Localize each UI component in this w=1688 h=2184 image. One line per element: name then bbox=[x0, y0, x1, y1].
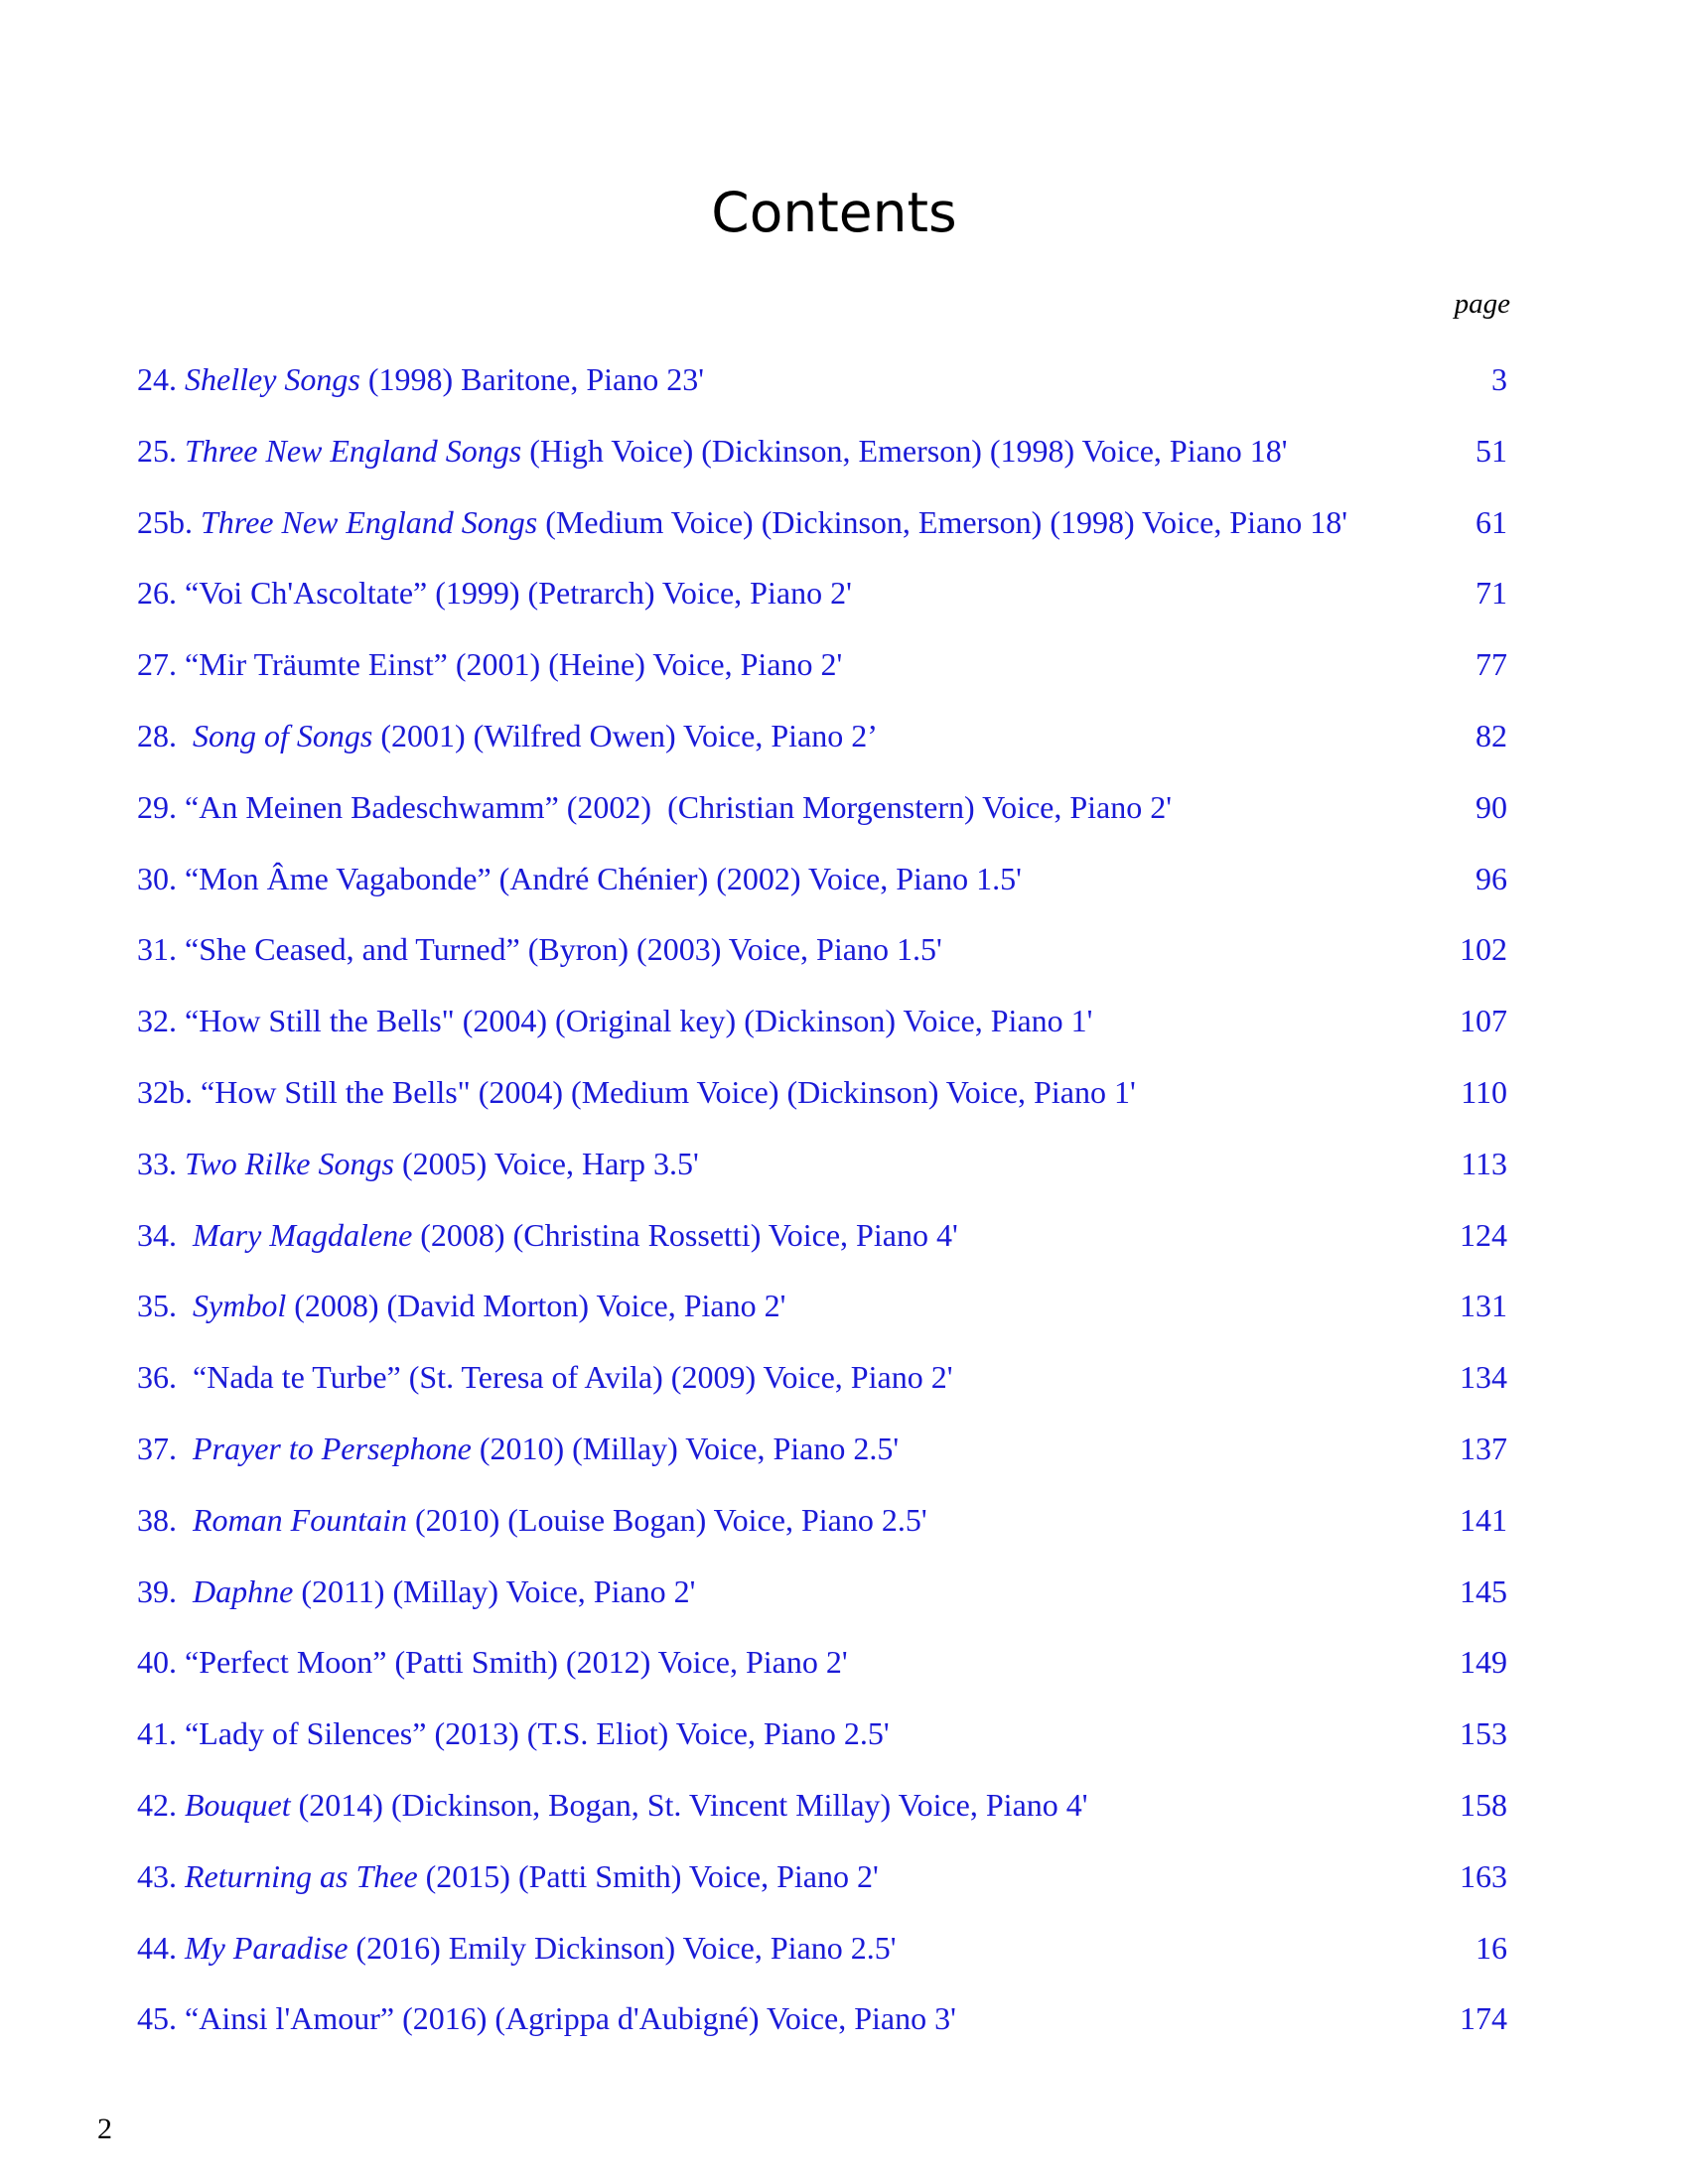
toc-entry-page-number: 124 bbox=[1460, 1217, 1507, 1253]
toc-entry-number: 32. bbox=[137, 1003, 185, 1038]
toc-entry[interactable] bbox=[137, 359, 1507, 399]
toc-entry-page-number: 134 bbox=[1460, 1359, 1507, 1395]
toc-entry-number: 44. bbox=[137, 1930, 185, 1966]
toc-entry-work-title: Three New England Songs bbox=[185, 433, 522, 469]
toc-entry[interactable] bbox=[137, 1500, 1507, 1540]
toc-entry[interactable] bbox=[137, 1429, 1507, 1468]
toc-entry-number: 27. bbox=[137, 646, 185, 682]
toc-entry-number: 40. bbox=[137, 1644, 185, 1680]
footer-page-number: 2 bbox=[97, 2113, 112, 2145]
toc-entry-page-number: 107 bbox=[1460, 1003, 1507, 1038]
toc-entry-details: “Mir Träumte Einst” (2001) (Heine) Voice, Piano 2' bbox=[185, 646, 843, 682]
toc-entry-number: 25. bbox=[137, 433, 185, 469]
toc-entry-work-title: Song of Songs bbox=[193, 718, 373, 753]
toc-entry-work-title: Three New England Songs bbox=[201, 504, 538, 540]
toc-entry-work-title: Roman Fountain bbox=[193, 1502, 407, 1538]
toc-entry-details: (2008) (Christina Rossetti) Voice, Piano 4' bbox=[412, 1217, 958, 1253]
page-title: Contents bbox=[711, 181, 957, 244]
toc-entry-page-number: 51 bbox=[1476, 433, 1507, 469]
toc-entry-page-number: 113 bbox=[1461, 1146, 1507, 1181]
toc-entry[interactable] bbox=[137, 1928, 1507, 1968]
page-column-label: page bbox=[1454, 288, 1510, 320]
toc-entry-page-number: 149 bbox=[1460, 1644, 1507, 1680]
toc-entry-details: (High Voice) (Dickinson, Emerson) (1998) Voice, Piano 18' bbox=[521, 433, 1288, 469]
toc-entry-details: (2011) (Millay) Voice, Piano 2' bbox=[293, 1573, 696, 1609]
toc-entry-number: 45. bbox=[137, 2000, 185, 2036]
toc-entry-details: “Nada te Turbe” (St. Teresa of Avila) (2009) Voice, Piano 2' bbox=[193, 1359, 953, 1395]
toc-entry-work-title: Mary Magdalene bbox=[193, 1217, 413, 1253]
toc-entry-number: 38. bbox=[137, 1502, 193, 1538]
toc-entry-page-number: 96 bbox=[1476, 861, 1507, 896]
toc-entry-page-number: 90 bbox=[1476, 789, 1507, 825]
toc-entry-details: (2010) (Millay) Voice, Piano 2.5' bbox=[471, 1431, 900, 1466]
toc-entry-page-number: 131 bbox=[1460, 1288, 1507, 1323]
toc-entry-number: 37. bbox=[137, 1431, 193, 1466]
toc-entry-number: 26. bbox=[137, 575, 185, 611]
toc-entry-details: (Medium Voice) (Dickinson, Emerson) (1998) Voice, Piano 18' bbox=[537, 504, 1347, 540]
toc-entry[interactable] bbox=[137, 1785, 1507, 1825]
toc-entry-details: (2005) Voice, Harp 3.5' bbox=[393, 1146, 699, 1181]
toc-entry-page-number: 174 bbox=[1460, 2000, 1507, 2036]
toc-entry-number: 29. bbox=[137, 789, 185, 825]
toc-entry[interactable] bbox=[137, 1286, 1507, 1325]
toc-entry-work-title: Returning as Thee bbox=[185, 1858, 418, 1894]
toc-entry[interactable] bbox=[137, 1072, 1507, 1112]
toc-entry[interactable] bbox=[137, 1144, 1507, 1183]
toc-entry-details: (2016) Emily Dickinson) Voice, Piano 2.5' bbox=[348, 1930, 897, 1966]
toc-entry-page-number: 153 bbox=[1460, 1715, 1507, 1751]
toc-entry-page-number: 141 bbox=[1460, 1502, 1507, 1538]
toc-entry-details: (2008) (David Morton) Voice, Piano 2' bbox=[286, 1288, 786, 1323]
toc-entry-details: “An Meinen Badeschwamm” (2002) (Christian Morgenstern) Voice, Piano 2' bbox=[185, 789, 1173, 825]
toc-entry-number: 35. bbox=[137, 1288, 193, 1323]
toc-entry-number: 41. bbox=[137, 1715, 185, 1751]
toc-entry[interactable] bbox=[137, 644, 1507, 684]
toc-entry-details: (2015) (Patti Smith) Voice, Piano 2' bbox=[417, 1858, 879, 1894]
toc-entry-details: “She Ceased, and Turned” (Byron) (2003) Voice, Piano 1.5' bbox=[185, 931, 942, 967]
toc-entry[interactable] bbox=[137, 431, 1507, 471]
toc-entry-details: “How Still the Bells" (2004) (Original key) (Dickinson) Voice, Piano 1' bbox=[185, 1003, 1093, 1038]
toc-entry-page-number: 16 bbox=[1476, 1930, 1507, 1966]
toc-entry-number: 36. bbox=[137, 1359, 193, 1395]
toc-entry-number: 42. bbox=[137, 1787, 185, 1823]
toc-entry[interactable] bbox=[137, 1713, 1507, 1753]
toc-entry[interactable] bbox=[137, 716, 1507, 755]
toc-entry[interactable] bbox=[137, 1642, 1507, 1682]
toc-entry-work-title: Two Rilke Songs bbox=[185, 1146, 394, 1181]
toc-entry-details: “Perfect Moon” (Patti Smith) (2012) Voice, Piano 2' bbox=[185, 1644, 848, 1680]
toc-entry[interactable] bbox=[137, 787, 1507, 827]
toc-entry-number: 34. bbox=[137, 1217, 193, 1253]
toc-entry-page-number: 145 bbox=[1460, 1573, 1507, 1609]
toc-entry-page-number: 82 bbox=[1476, 718, 1507, 753]
toc-entry-number: 39. bbox=[137, 1573, 193, 1609]
toc-entry[interactable] bbox=[137, 1001, 1507, 1040]
toc-entry-number: 32b. bbox=[137, 1074, 201, 1110]
toc-entry-work-title: Bouquet bbox=[185, 1787, 291, 1823]
toc-entry-page-number: 77 bbox=[1476, 646, 1507, 682]
toc-entry-details: “Lady of Silences” (2013) (T.S. Eliot) Voice, Piano 2.5' bbox=[185, 1715, 890, 1751]
toc-entry-number: 43. bbox=[137, 1858, 185, 1894]
toc-entry-number: 28. bbox=[137, 718, 193, 753]
toc-entry-details: (2010) (Louise Bogan) Voice, Piano 2.5' bbox=[406, 1502, 927, 1538]
toc-entry-page-number: 3 bbox=[1491, 361, 1507, 397]
toc-entry[interactable] bbox=[137, 1357, 1507, 1397]
toc-entry[interactable] bbox=[137, 929, 1507, 969]
toc-entry-number: 30. bbox=[137, 861, 185, 896]
toc-entry-work-title: Shelley Songs bbox=[185, 361, 360, 397]
toc-entry-number: 33. bbox=[137, 1146, 185, 1181]
toc-entry[interactable] bbox=[137, 1998, 1507, 2038]
toc-entry-details: (2014) (Dickinson, Bogan, St. Vincent Millay) Voice, Piano 4' bbox=[290, 1787, 1088, 1823]
toc-entry-details: “How Still the Bells" (2004) (Medium Voice) (Dickinson) Voice, Piano 1' bbox=[201, 1074, 1136, 1110]
toc-entry[interactable] bbox=[137, 859, 1507, 898]
toc-entry[interactable] bbox=[137, 502, 1507, 542]
toc-entry-work-title: Daphne bbox=[193, 1573, 294, 1609]
toc-entry-number: 31. bbox=[137, 931, 185, 967]
toc-entry[interactable] bbox=[137, 1856, 1507, 1896]
toc-entry-page-number: 110 bbox=[1461, 1074, 1507, 1110]
toc-entry-number: 25b. bbox=[137, 504, 201, 540]
toc-entry[interactable] bbox=[137, 1571, 1507, 1611]
toc-entry-page-number: 158 bbox=[1460, 1787, 1507, 1823]
toc-entry-details: (2001) (Wilfred Owen) Voice, Piano 2’ bbox=[372, 718, 878, 753]
toc-entry-details: “Mon Âme Vagabonde” (André Chénier) (2002) Voice, Piano 1.5' bbox=[185, 861, 1022, 896]
toc-entry-page-number: 163 bbox=[1460, 1858, 1507, 1894]
toc-entry-work-title: Prayer to Persephone bbox=[193, 1431, 472, 1466]
toc-entry-page-number: 71 bbox=[1476, 575, 1507, 611]
toc-entry-work-title: Symbol bbox=[193, 1288, 287, 1323]
toc-entry-details: “Voi Ch'Ascoltate” (1999) (Petrarch) Voice, Piano 2' bbox=[185, 575, 852, 611]
toc-entry[interactable] bbox=[137, 1215, 1507, 1255]
toc-entry-page-number: 61 bbox=[1476, 504, 1507, 540]
toc-entry[interactable] bbox=[137, 573, 1507, 613]
toc-entry-page-number: 137 bbox=[1460, 1431, 1507, 1466]
toc-entry-page-number: 102 bbox=[1460, 931, 1507, 967]
toc-entry-number: 24. bbox=[137, 361, 185, 397]
toc-entry-details: (1998) Baritone, Piano 23' bbox=[359, 361, 704, 397]
toc-entry-work-title: My Paradise bbox=[185, 1930, 349, 1966]
toc-entry-details: “Ainsi l'Amour” (2016) (Agrippa d'Aubigné) Voice, Piano 3' bbox=[185, 2000, 956, 2036]
